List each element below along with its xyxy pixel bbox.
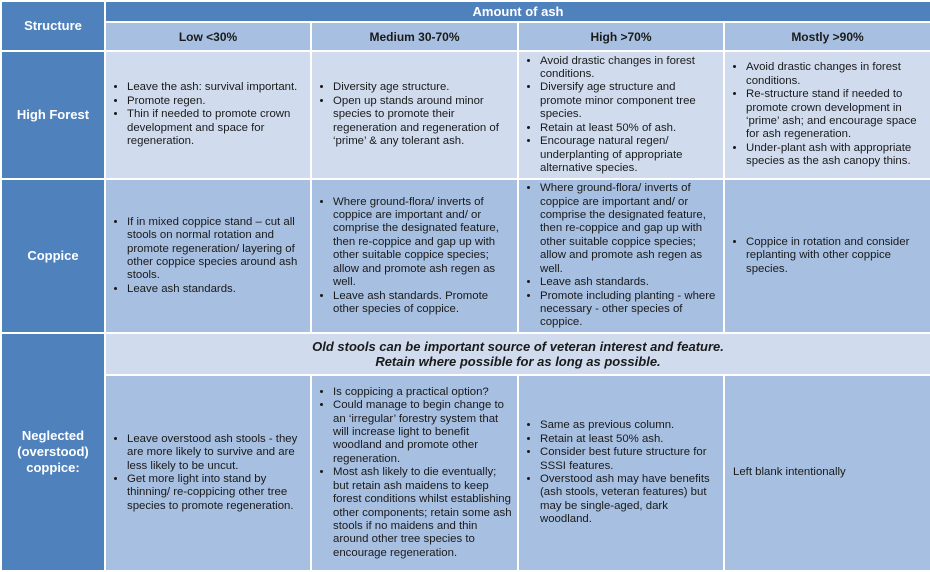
column-header-high: High >70%	[518, 22, 724, 51]
list-item: • Where ground-flora/ inverts of coppice are important and/ or comprise the designated feature, then re-coppice and gap up with other suitable coppice species; allow and promote ash regen as well.	[333, 196, 513, 290]
list-item: • Diversify age structure and promote minor component tree species.	[540, 81, 719, 121]
list-item: • If in mixed coppice stand – cut all stools on normal rotation and promote regeneration/ layering of other coppice species around ash stools.	[127, 216, 306, 283]
list-item: • Get more light into stand by thinning/ re-coppicing other tree species to promote regeneration.	[127, 473, 306, 513]
row-label-coppice: Coppice	[1, 179, 105, 333]
cell-neglected-high	[518, 375, 724, 571]
list-item: • Retain at least 50% of ash.	[540, 122, 719, 135]
note-line: Retain where possible for as long as possible.	[375, 354, 661, 369]
row-label-neglected-coppice: Neglected (overstood) coppice:	[1, 333, 105, 571]
table-row	[1, 375, 930, 571]
cell-neglected-low	[105, 375, 311, 571]
list-item: • Is coppicing a practical option?	[333, 386, 513, 399]
list-item: • Re-structure stand if needed to promote crown development in ‘prime’ ash; and encourage space for ash regeneration.	[746, 88, 926, 142]
list-item: • Leave ash standards.	[540, 276, 719, 289]
list-item: • Where ground-flora/ inverts of coppice are important and/ or comprise the designated feature, then re-coppice and gap up with other suitable coppice species; allow and promote ash regen as well.	[540, 182, 719, 276]
structure-header: Structure	[1, 1, 105, 51]
list-item: • Could manage to begin change to an ‘irregular’ forestry system that will increase light to benefit woodland and promote other regeneration.	[333, 399, 513, 466]
cell-coppice-high	[518, 179, 724, 333]
list-item: • Leave ash standards. Promote other species of coppice.	[333, 290, 513, 317]
list-item: • Under-plant ash with appropriate species as the ash canopy thins.	[746, 142, 926, 169]
list-item: • Leave the ash: survival important.	[127, 81, 306, 94]
list-item: • Open up stands around minor species to promote their regeneration and regeneration of ‘prime’ & any tolerant ash.	[333, 95, 513, 149]
list-item: • Coppice in rotation and consider replanting with other coppice species.	[746, 236, 926, 276]
veteran-interest-note	[105, 333, 930, 375]
column-header-mostly: Mostly >90%	[724, 22, 930, 51]
list-item: • Same as previous column.	[540, 419, 719, 432]
list-item: • Diversity age structure.	[333, 81, 513, 94]
note-line: Old stools can be important source of veteran interest and feature.	[312, 339, 724, 354]
list-item: • Consider best future structure for SSSI features.	[540, 446, 719, 473]
list-item: • Promote including planting - where necessary - other species of coppice.	[540, 290, 719, 330]
list-item: • Avoid drastic changes in forest conditions.	[746, 61, 926, 88]
table-row	[1, 51, 930, 179]
cell-coppice-mostly	[724, 179, 930, 333]
cell-coppice-low	[105, 179, 311, 333]
list-item: • Encourage natural regen/ underplanting of appropriate alternative species.	[540, 135, 719, 175]
amount-of-ash-header: Amount of ash	[105, 1, 930, 22]
cell-high-forest-medium	[311, 51, 518, 179]
cell-coppice-medium	[311, 179, 518, 333]
column-header-medium: Medium 30-70%	[311, 22, 518, 51]
cell-neglected-mostly: Left blank intentionally	[724, 375, 930, 571]
list-item: • Leave ash standards.	[127, 283, 306, 296]
table-row	[1, 179, 930, 333]
cell-high-forest-low	[105, 51, 311, 179]
cell-neglected-medium	[311, 375, 518, 571]
table-row	[1, 333, 930, 375]
row-label-high-forest: High Forest	[1, 51, 105, 179]
list-item: • Thin if needed to promote crown development and space for regeneration.	[127, 108, 306, 148]
list-item: • Avoid drastic changes in forest conditions.	[540, 55, 719, 82]
list-item: • Most ash likely to die eventually; but retain ash maidens to keep forest conditions whilst establishing other components; retain some ash stools if no maidens and thin around other tree species to encourage regeneration.	[333, 466, 513, 560]
cell-high-forest-mostly	[724, 51, 930, 179]
cell-high-forest-high	[518, 51, 724, 179]
column-header-low: Low <30%	[105, 22, 311, 51]
list-item: • Retain at least 50% ash.	[540, 433, 719, 446]
list-item: • Promote regen.	[127, 95, 306, 108]
list-item: • Overstood ash may have benefits (ash stools, veteran features) but may be single-aged, dark woodland.	[540, 473, 719, 527]
list-item: • Leave overstood ash stools - they are more likely to survive and are less likely to be uncut.	[127, 433, 306, 473]
